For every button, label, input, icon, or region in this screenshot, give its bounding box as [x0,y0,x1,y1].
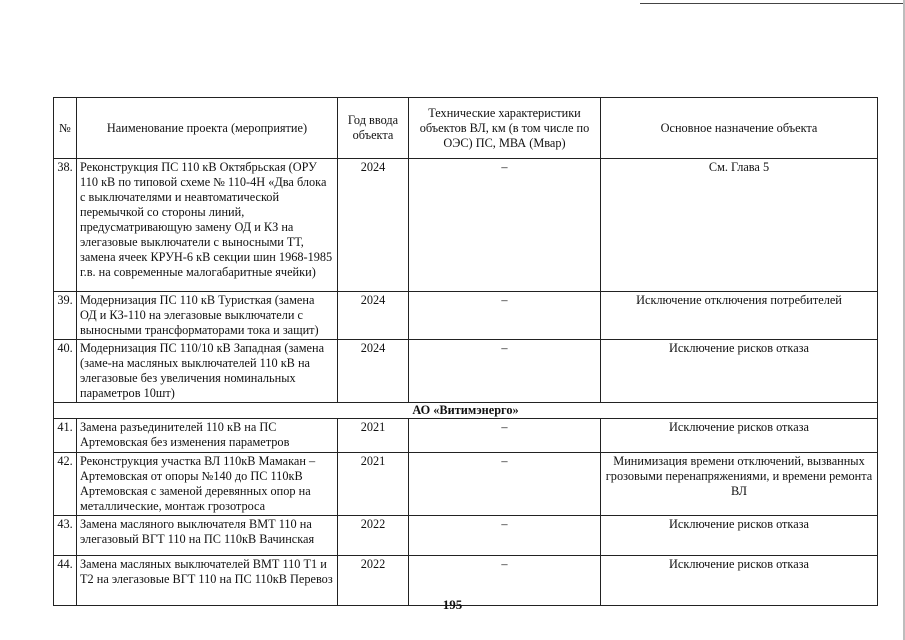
scan-artifact-line [640,3,905,4]
project-name: Реконструкция ПС 110 кВ Октябрьская (ОРУ 110 кВ по типовой схеме № 110-4Н «Два блока с выключателями и неавтоматической перемычкой со стороны линий, предусматривающую замену ОД и КЗ на элегазовые выключатели с выносными ТТ, замена ячеек КРУН-6 кВ секции шин 1968-1985 г.в. на современные малогабаритные ячейки) [77,159,338,292]
object-purpose: См. Глава 5 [601,159,878,292]
commission-year: 2022 [338,516,409,556]
row-number: 39. [54,292,77,340]
row-number: 42. [54,453,77,516]
technical-specs: – [409,556,601,606]
technical-specs: – [409,419,601,453]
object-purpose: Исключение рисков отказа [601,556,878,606]
technical-specs: – [409,292,601,340]
commission-year: 2021 [338,419,409,453]
section-title: АО «Витимэнерго» [54,403,878,419]
commission-year: 2021 [338,453,409,516]
table-row [54,516,878,556]
project-name: Замена масляного выключателя ВМТ 110 на элегазовый ВГТ 110 на ПС 110кВ Вачинская [77,516,338,556]
object-purpose: Минимизация времени отключений, вызванных грозовыми перенапряжениями, и времени ремонта ВЛ [601,453,878,516]
project-name: Реконструкция участка ВЛ 110кВ Мамакан – Артемовская от опоры №140 до ПС 110кВ Артемовская с заменой деревянных опор на металлические, монтаж грозотроса [77,453,338,516]
row-number: 44. [54,556,77,606]
table-body-part-a [54,159,878,403]
table-row [54,159,878,292]
technical-specs: – [409,340,601,403]
commission-year: 2024 [338,159,409,292]
header-num: № [54,98,77,159]
header-tech: Технические характеристики объектов ВЛ, км (в том числе по ОЭС) ПС, МВА (Мвар) [409,98,601,159]
section-body [54,403,878,419]
commission-year: 2022 [338,556,409,606]
commission-year: 2024 [338,340,409,403]
row-number: 41. [54,419,77,453]
table-header-row [54,98,878,159]
table-row [54,419,878,453]
commission-year: 2024 [338,292,409,340]
projects-table [53,97,878,606]
header-purpose: Основное назначение объекта [601,98,878,159]
object-purpose: Исключение отключения потребителей [601,292,878,340]
row-number: 43. [54,516,77,556]
project-name: Модернизация ПС 110/10 кВ Западная (замена (заме-на масляных выключателей 110 кВ на элегазовые без увеличения номинальных параметров 10шт) [77,340,338,403]
header-year: Год ввода объекта [338,98,409,159]
technical-specs: – [409,516,601,556]
header-name: Наименование проекта (мероприятие) [77,98,338,159]
technical-specs: – [409,159,601,292]
object-purpose: Исключение рисков отказа [601,419,878,453]
section-row [54,403,878,419]
table-body-part-b [54,419,878,606]
table-row [54,340,878,403]
object-purpose: Исключение рисков отказа [601,516,878,556]
technical-specs: – [409,453,601,516]
table-row [54,292,878,340]
table-row [54,453,878,516]
row-number: 38. [54,159,77,292]
page-number: 195 [442,597,463,612]
project-name: Замена разъединителей 110 кВ на ПС Артемовская без изменения параметров [77,419,338,453]
project-name: Замена масляных выключателей ВМТ 110 Т1 и Т2 на элегазовые ВГТ 110 на ПС 110кВ Перевоз [77,556,338,606]
project-name: Модернизация ПС 110 кВ Туристкая (замена ОД и КЗ-110 на элегазовые выключатели с выносными трансформаторами тока и защит) [77,292,338,340]
row-number: 40. [54,340,77,403]
object-purpose: Исключение рисков отказа [601,340,878,403]
